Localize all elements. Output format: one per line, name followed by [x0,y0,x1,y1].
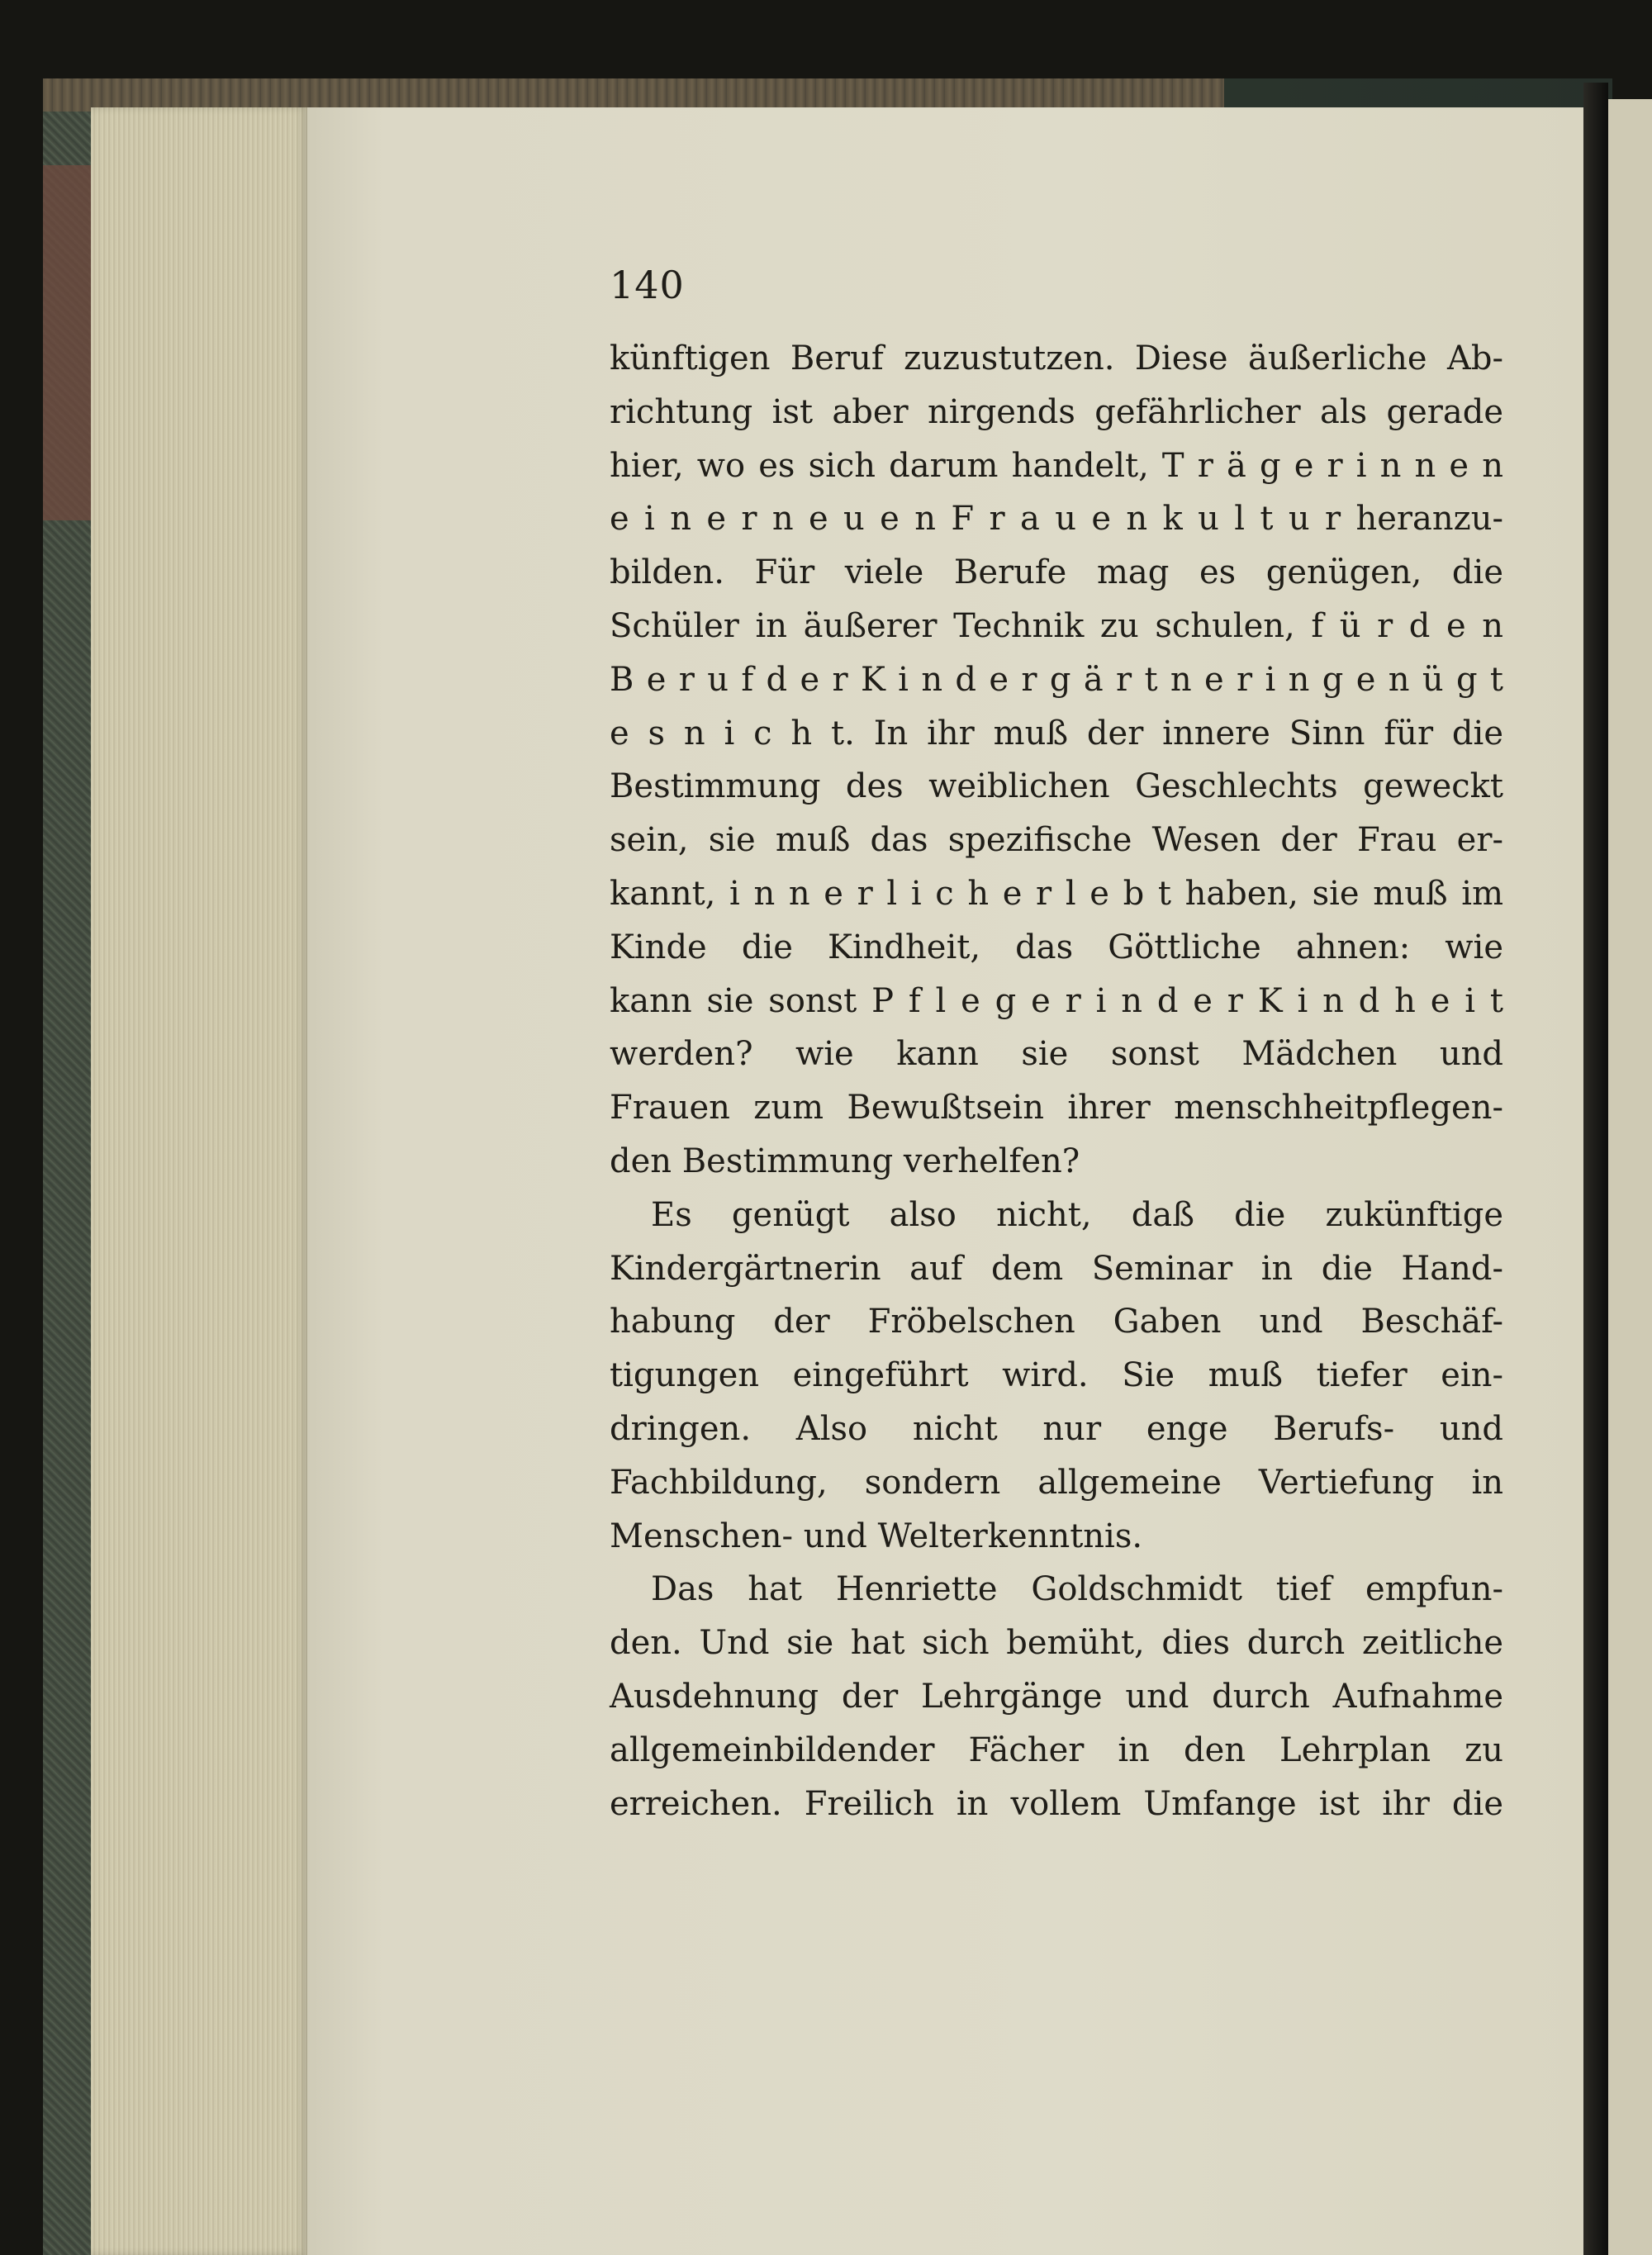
text-line: Kindergärtnerin auf dem Seminar in die Hand- [610,1249,1503,1288]
text-line: Kinde die Kindheit, das Göttliche ahnen: wie [610,928,1503,966]
next-page-edge [1608,99,1652,2255]
cover-leather-corner [43,165,93,520]
text-line: sein, sie muß das spezifische Wesen der Frau er- [610,821,1503,860]
text-line: künftigen Beruf zuzustutzen. Diese äußerliche Ab- [610,339,1503,377]
text-line: werden? wie kann sie sonst Mädchen und [610,1035,1503,1074]
text-line: Schüler in äußerer Technik zu schulen, f ü r d e n [610,606,1503,645]
text-line: erreichen. Freilich in vollem Umfange ist ihr die [610,1784,1503,1823]
text-line: tigungen eingeführt wird. Sie muß tiefer ein- [610,1356,1503,1395]
page-text-block [610,263,1503,1830]
text-line: Das hat Henriette Goldschmidt tief empfun- [651,1570,1503,1609]
text-line: Fachbildung, sondern allgemeine Vertiefung in [610,1463,1503,1502]
text-line: Frauen zum Bewußtsein ihrer menschheitpflegen- [610,1089,1503,1128]
page-block-edges [91,107,307,2255]
text-line: e i n e r n e u e n F r a u e n k u l t u r heranzu- [610,500,1503,539]
text-line: Menschen- und Welterkenntnis. [610,1517,1143,1555]
text-line: dringen. Also nicht nur enge Berufs- und [610,1409,1503,1448]
text-line: Es genügt also nicht, daß die zukünftige [651,1195,1503,1234]
text-line: den. Und sie hat sich bemüht, dies durch zeitliche [610,1624,1503,1663]
text-line: Bestimmung des weiblichen Geschlechts geweckt [610,767,1503,806]
text-line: allgemeinbildender Fächer in den Lehrplan zu [610,1730,1503,1769]
text-line: kann sie sonst P f l e g e r i n d e r K i n d h e i t [610,981,1503,1020]
text-line: hier, wo es sich darum handelt, T r ä g e r i n n e n [610,446,1503,485]
text-line: Ausdehnung der Lehrgänge und durch Aufnahme [610,1677,1503,1716]
text-line: richtung ist aber nirgends gefährlicher als gerade [610,392,1503,431]
page-number: 140 [610,263,685,307]
text-line: kannt, i n n e r l i c h e r l e b t haben, sie muß im [610,874,1503,913]
text-line: den Bestimmung verhelfen? [610,1142,1080,1180]
book-gutter [1583,83,1608,2255]
text-line: habung der Fröbelschen Gaben und Beschäf- [610,1303,1503,1341]
text-line: bilden. Für viele Berufe mag es genügen, die [610,553,1503,592]
text-line: e s n i c h t. In ihr muß der innere Sinn für die [610,714,1503,752]
text-line: B e r u f d e r K i n d e r g ä r t n e r i n g e n ü g t [610,660,1503,699]
cover-top-edge [43,78,1224,112]
